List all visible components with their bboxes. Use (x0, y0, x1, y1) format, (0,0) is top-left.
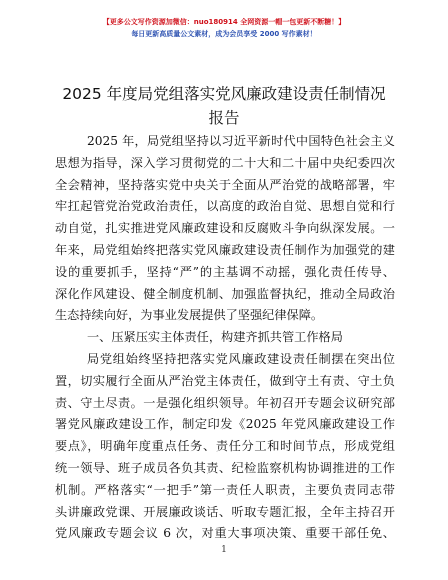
paragraph-2-line: 统一领导、班子成员各负其责、纪检监察机构协调推进的工作 (55, 460, 395, 475)
promo-banner-line-1: 【更多公文写作资源加微信：nuo180914 全网资源一帽一包更新不断糖！】 (102, 18, 346, 26)
paragraph-1-line: 全会精神，坚持落实党中央关于全面从严治党的战略部署，牢 (55, 177, 395, 192)
page-number: 1 (221, 545, 227, 555)
section-1-heading: 一、压紧压实主体责任，构建齐抓共管工作格局 (87, 330, 343, 345)
paragraph-1-line: 生态持续向好，为事业发展提供了坚强纪律保障。 (55, 308, 324, 323)
paragraph-2-line: 机制。严格落实“一把手”第一责任人职责，主要负责同志带 (55, 482, 395, 497)
document-title-line-2: 报告 (208, 109, 240, 127)
paragraph-2-line: 头讲廉政党课、开展廉政谈话、听取专题汇报，全年主持召开 (55, 504, 395, 519)
paragraph-1-line: 2025 年，局党组坚持以习近平新时代中国特色社会主义 (87, 134, 395, 148)
paragraph-2-line: 责、守土尽责。一是强化组织领导。年初召开专题会议研究部 (55, 395, 395, 410)
paragraph-1-line: 年来，局党组始终把落实党风廉政建设责任制作为加强党的建 (55, 242, 395, 257)
paragraph-2-line: 党风廉政专题会议 6 次，对重大事项决策、重要干部任免、 (55, 526, 395, 541)
paragraph-1-line: 思想为指导，深入学习贯彻党的二十大和二十届中央纪委四次 (55, 155, 395, 170)
paragraph-1-line: 设的重要抓手，坚持“严”的主基调不动摇，强化责任传导、 (55, 264, 395, 279)
paragraph-2-line: 置，切实履行全面从严治党主体责任，做到守土有责、守土负 (55, 373, 395, 388)
promo-banner-line-2: 每日更新高质量公文素材，成为会员享受 2000 写作素材！ (131, 30, 317, 38)
paragraph-1-line: 深化作风建设、健全制度机制、加强监督执纪，推动全局政治 (55, 286, 395, 301)
paragraph-1-line: 动自觉，扎实推进党风廉政建设和反腐败斗争向纵深发展。一 (55, 221, 395, 236)
document-body (55, 131, 395, 545)
paragraph-2-line: 局党组始终坚持把落实党风廉政建设责任制摆在突出位 (87, 351, 395, 366)
paragraph-2-line: 要点》，明确年度重点任务、责任分工和时间节点，形成党组 (55, 439, 395, 454)
document-title-line-1: 2025 年度局党组落实党风廉政建设责任制情况 (62, 85, 386, 103)
paragraph-2-line: 署党风廉政建设工作，制定印发《2025 年党风廉政建设工作 (55, 417, 395, 432)
paragraph-1-line: 牢扛起管党治党政治责任，以高度的政治自觉、思想自觉和行 (55, 199, 395, 214)
